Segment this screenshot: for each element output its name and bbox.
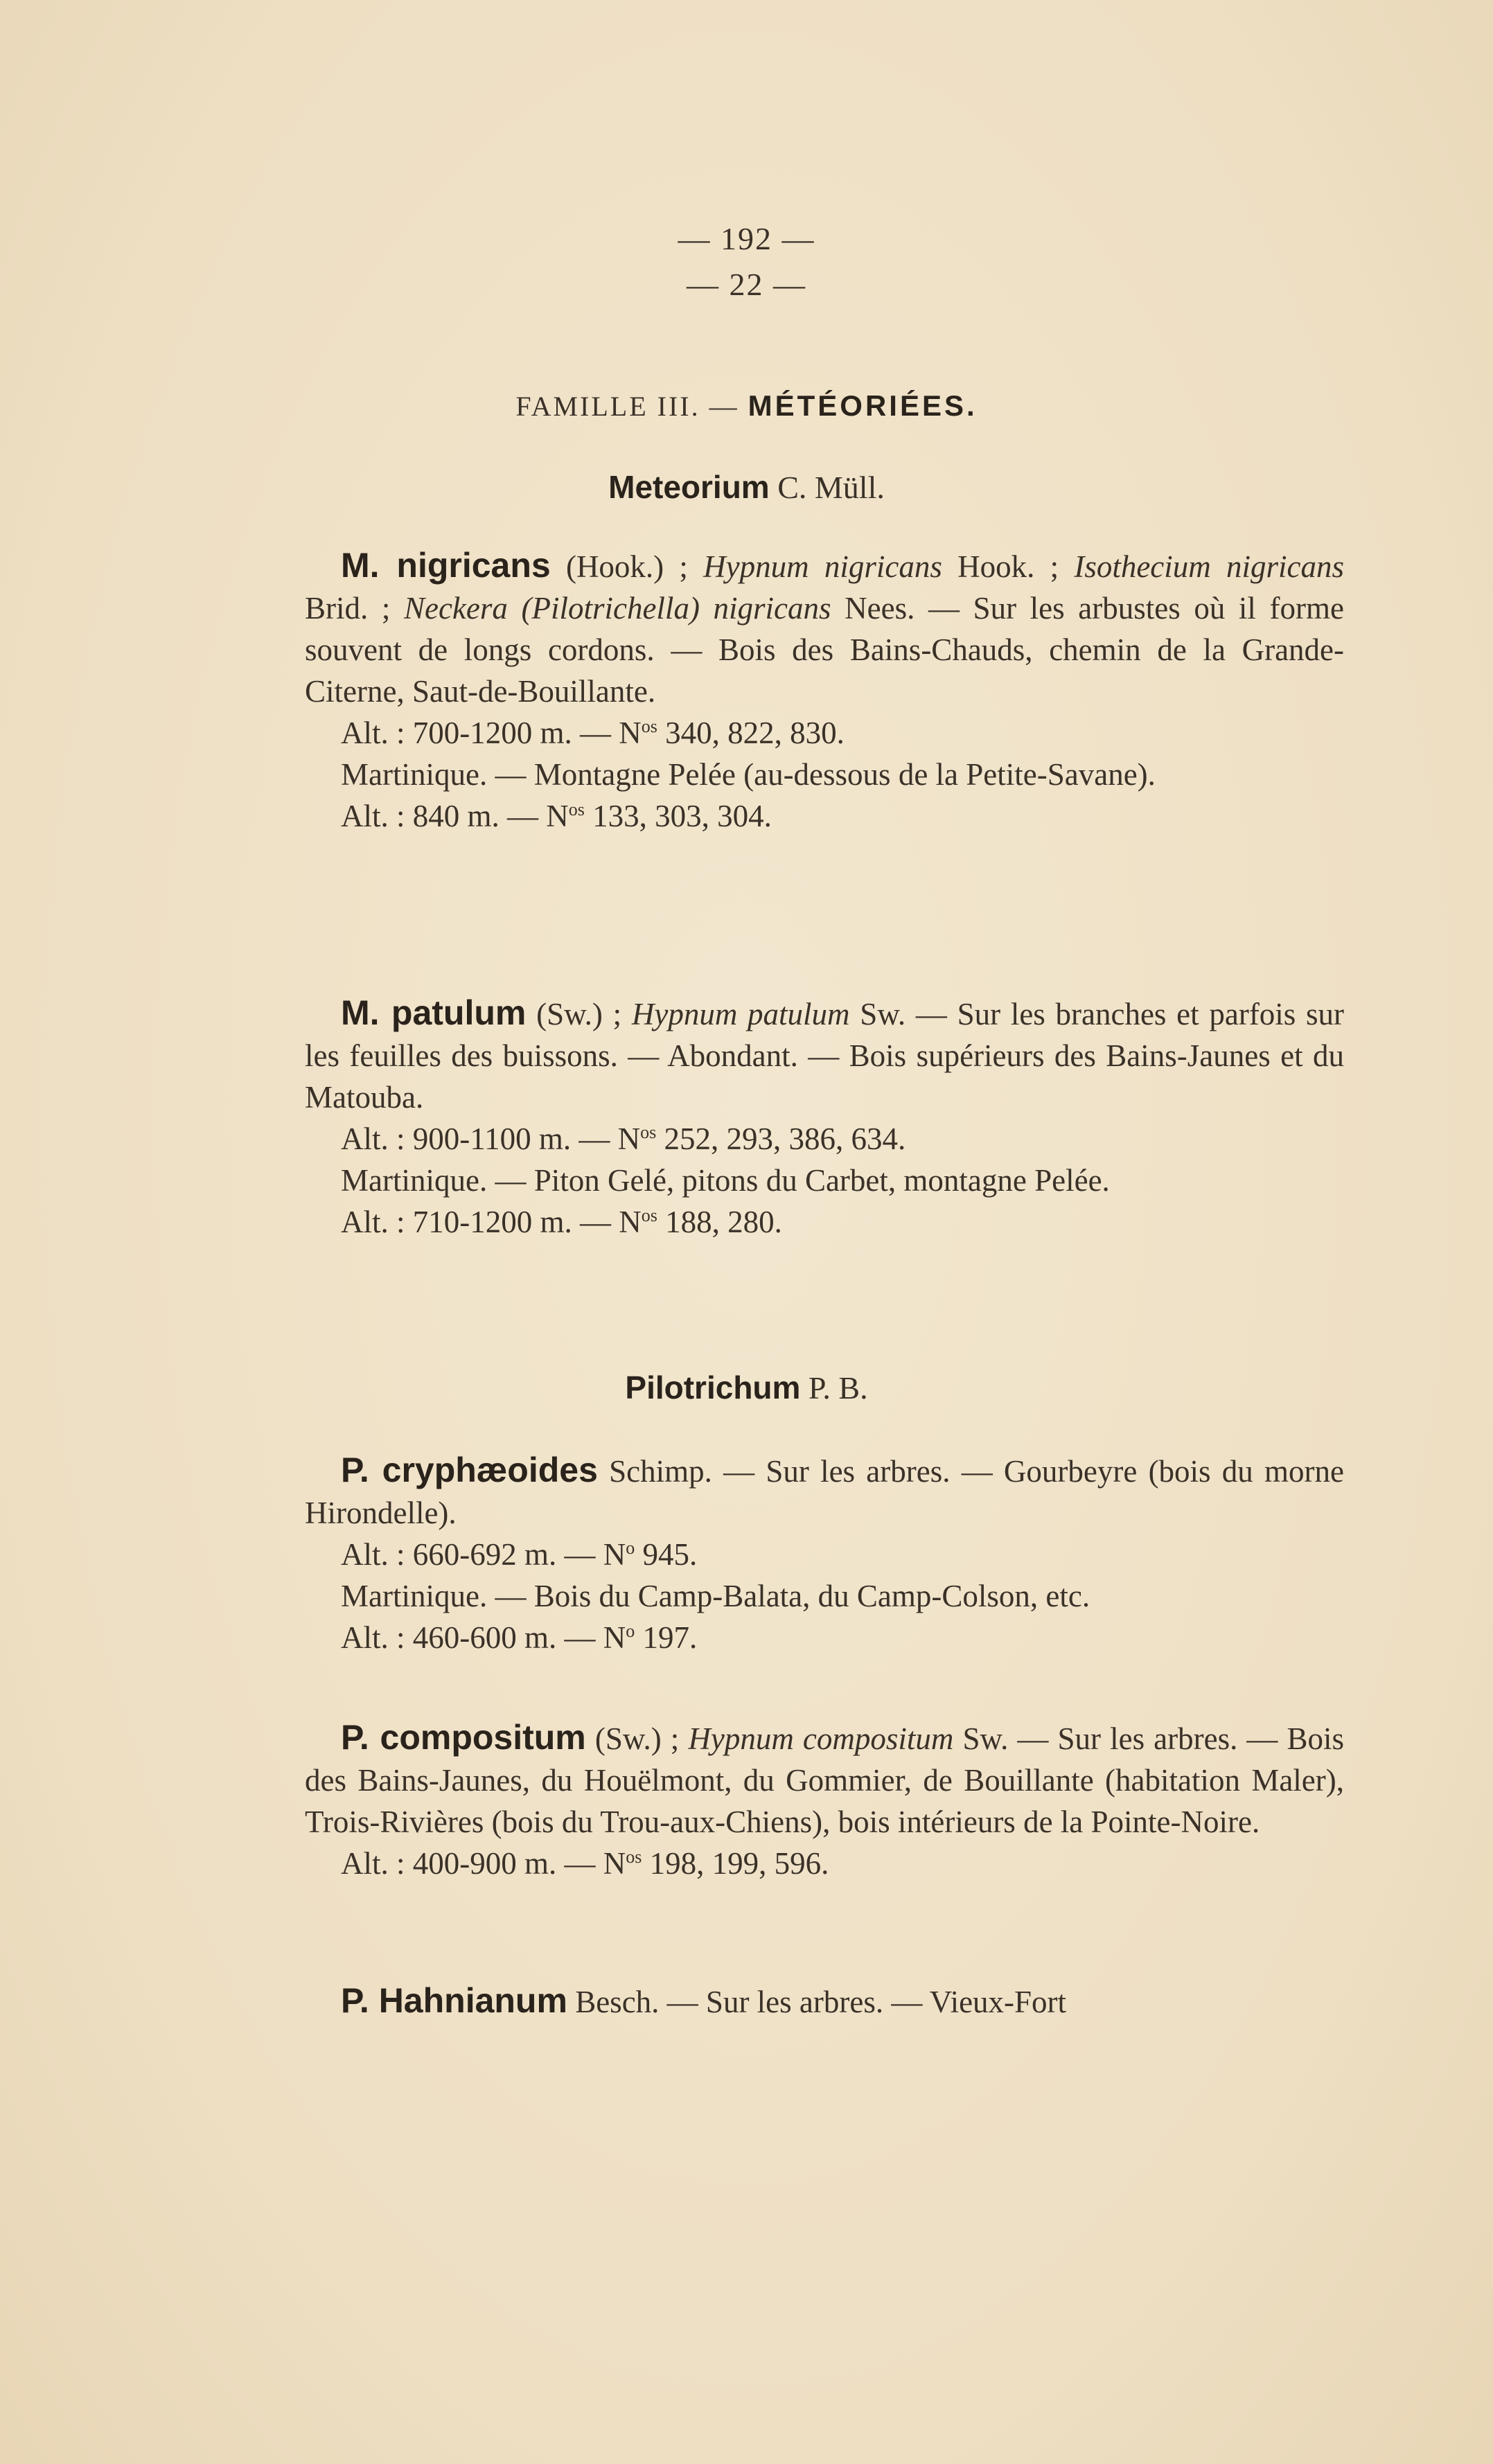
text-run: Schimp. — Sur les arbres. — Gourbeyre (bois du morne Hirondelle).	[305, 1454, 1344, 1530]
genus-heading-pilotrichum	[0, 1369, 1493, 1406]
text-run: Alt. : 460-600 m. — N	[341, 1620, 626, 1655]
species-name: P. Hahnianum	[341, 1981, 567, 2020]
altitude-line	[305, 1118, 1344, 1160]
genus-author: P. B.	[808, 1370, 868, 1406]
superscript: os	[641, 716, 657, 736]
text-run: Alt. : 660-692 m. — N	[341, 1537, 626, 1572]
text-run: 340, 822, 830.	[665, 716, 845, 750]
species-entry-p-compositum	[305, 1717, 1344, 1884]
family-name: MÉTÉORIÉES.	[748, 389, 978, 422]
text-run: 133, 303, 304.	[592, 799, 772, 833]
synonym: Hypnum compositum	[688, 1721, 954, 1756]
text-run: (Sw.) ;	[536, 997, 622, 1031]
genus-name: Pilotrichum	[625, 1370, 801, 1406]
text-run: Nees. — Sur les arbustes où il forme souvent de longs cordons. — Bois des Bains-Chauds, chemin de la Grande-Citerne, Saut-de-Bouillante.	[305, 591, 1344, 709]
altitude-line	[305, 795, 1344, 837]
altitude-line	[305, 1534, 1344, 1575]
synonym: Isothecium nigricans	[1074, 549, 1345, 584]
page-number: — 192 —	[678, 221, 815, 256]
species-description	[305, 1980, 1344, 2023]
altitude-line	[305, 1201, 1344, 1243]
text-run: 945.	[642, 1537, 698, 1572]
superscript: o	[626, 1621, 635, 1641]
martinique-line: Martinique. — Piton Gelé, pitons du Carbet, montagne Pelée.	[341, 1163, 1110, 1198]
genus-name: Meteorium	[608, 469, 770, 505]
text-run: 197.	[642, 1620, 698, 1655]
species-entry-p-hahnianum	[305, 1980, 1344, 2023]
genus-heading-meteorium	[0, 468, 1493, 506]
text-run: (Sw.) ;	[594, 1721, 680, 1756]
species-description	[305, 1717, 1344, 1843]
superscript: os	[640, 1122, 657, 1142]
altitude-line	[305, 1617, 1344, 1658]
species-entry-m-patulum	[305, 992, 1344, 1243]
martinique-line: Martinique. — Bois du Camp-Balata, du Camp-Colson, etc.	[341, 1579, 1090, 1613]
text-run: (Hook.) ;	[565, 549, 688, 584]
text-run: 188, 280.	[665, 1205, 782, 1239]
superscript: os	[641, 1205, 657, 1225]
species-name: M. nigricans	[341, 546, 551, 585]
text-run: Besch. — Sur les arbres. — Vieux-Fort	[575, 1985, 1067, 2019]
text-run: Alt. : 400-900 m. — N	[341, 1846, 626, 1881]
species-entry-p-cryphaeoides	[305, 1449, 1344, 1658]
synonym: Neckera (Pilotrichella) nigricans	[403, 591, 831, 626]
synonym: Hypnum nigricans	[703, 549, 942, 584]
text-run: Alt. : 700-1200 m. — N	[341, 716, 642, 750]
text-run: 252, 293, 386, 634.	[664, 1122, 906, 1156]
text-run: Hook. ;	[957, 549, 1059, 584]
altitude-line	[305, 1843, 1344, 1884]
superscript: os	[626, 1847, 642, 1867]
text-run: Alt. : 710-1200 m. — N	[341, 1205, 642, 1239]
text-run: 198, 199, 596.	[649, 1846, 829, 1881]
family-prefix: FAMILLE III. —	[515, 391, 739, 422]
text-run: Sw. — Sur les arbres. — Bois des Bains-Jaunes, du Houëlmont, du Gommier, de Bouillante (habitation Maler), Trois-Rivières (bois du Trou-aux-Chiens), bois intérieurs de la Pointe-Noire.	[305, 1721, 1345, 1839]
genus-author: C. Müll.	[777, 470, 885, 505]
text-run: Sw. — Sur les branches et parfois sur les feuilles des buissons. — Abondant. — Bois supérieurs des Bains-Jaunes et du Matouba.	[305, 997, 1345, 1115]
species-entry-m-nigricans	[305, 544, 1344, 837]
family-heading	[0, 389, 1493, 423]
text-run: Alt. : 900-1100 m. — N	[341, 1122, 641, 1156]
synonym: Hypnum patulum	[631, 997, 850, 1031]
martinique-line: Martinique. — Montagne Pelée (au-dessous de la Petite-Savane).	[341, 757, 1156, 792]
text-run: Brid. ;	[305, 591, 391, 626]
species-name: M. patulum	[341, 993, 527, 1032]
altitude-line	[305, 712, 1344, 754]
species-description	[305, 1449, 1344, 1534]
superscript: os	[568, 799, 585, 819]
species-description	[305, 544, 1344, 712]
page-number-secondary: — 22 —	[687, 267, 806, 302]
superscript: o	[626, 1538, 635, 1558]
text-run: Alt. : 840 m. — N	[341, 799, 569, 833]
species-name: P. compositum	[341, 1718, 586, 1757]
species-description	[305, 992, 1344, 1118]
species-name: P. cryphæoides	[341, 1451, 598, 1489]
